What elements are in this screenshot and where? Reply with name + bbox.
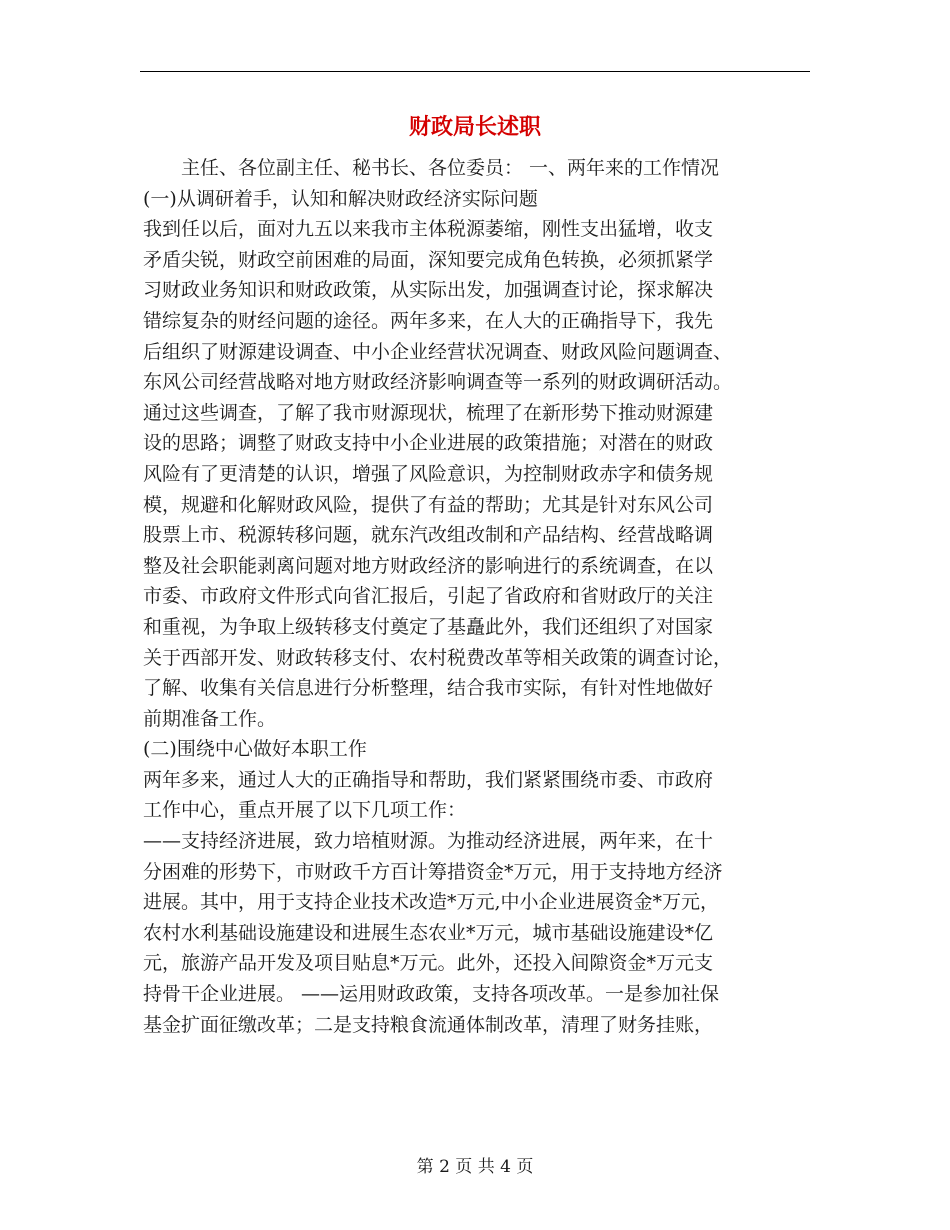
body-line-6: 错综复杂的财经问题的途径。两年多来，在人大的正确指导下，我先 [143,309,714,332]
body-line-14: 整及社会职能剥离问题对地方财政经济的影响进行的系统调查，在以 [143,554,714,577]
body-line-22: 工作中心，重点开展了以下几项工作： [143,799,467,822]
body-line-5: 习财政业务知识和财政政策，从实际出发，加强调查讨论，探求解决 [143,279,714,302]
document-title: 财政局长述职 [408,114,541,140]
body-line-17: 关于西部开发、财政转移支付、农村税费改革等相关政策的调查讨论， [143,646,733,669]
body-line-11: 风险有了更清楚的认识，增强了风险意识，为控制财政赤字和债务规 [143,462,714,485]
header-rule [140,71,810,72]
body-line-4: 矛盾尖锐，财政空前困难的局面，深知要完成角色转换，必须抓紧学 [143,248,714,271]
body-line-18: 了解、收集有关信息进行分析整理，结合我市实际，有针对性地做好 [143,677,714,700]
body-line-23: ——支持经济进展，致力培植财源。为推动经济进展，两年来，在十 [143,830,714,853]
body-line-10: 设的思路；调整了财政支持中小企业进展的政策措施；对潜在的财政 [143,432,714,455]
body-line-27: 元，旅游产品开发及项目贴息*万元。此外，还投入间隙资金*万元支 [143,952,714,975]
page-number: 第 2 页 共 4 页 [416,1157,534,1177]
body-line-19: 前期准备工作。 [143,707,277,730]
body-line-15: 市委、市政府文件形式向省汇报后，引起了省政府和省财政厅的关注 [143,585,714,608]
body-line-16: 和重视，为争取上级转移支付奠定了基矗此外，我们还组织了对国家 [143,615,714,638]
body-line-13: 股票上市、税源转移问题，就东汽改组改制和产品结构、经营战略调 [143,524,714,547]
document-body [143,153,813,1040]
body-line-7: 后组织了财源建设调查、中小企业经营状况调查、财政风险问题调查、 [143,340,733,363]
body-line-21: 两年多来，通过人大的正确指导和帮助，我们紧紧围绕市委、市政府 [143,768,714,791]
body-line-25: 进展。其中，用于支持企业技术改造*万元,中小企业进展资金*万元， [143,891,720,914]
body-line-3: 我到任以后，面对九五以来我市主体税源萎缩，刚性支出猛增，收支 [143,218,714,241]
body-line-20: (二)围绕中心做好本职工作 [143,738,367,761]
body-line-12: 模，规避和化解财政风险，提供了有益的帮助；尤其是针对东风公司 [143,493,714,516]
body-line-2: (一)从调研着手，认知和解决财政经济实际问题 [143,187,538,210]
body-line-24: 分困难的形势下，市财政千方百计筹措资金*万元，用于支持地方经济 [143,860,723,883]
body-line-8: 东风公司经营战略对地方财政经济影响调查等一系列的财政调研活动。 [143,371,733,394]
body-line-29: 基金扩面征缴改革；二是支持粮食流通体制改革，清理了财务挂账， [143,1013,714,1036]
body-line-28: 持骨干企业进展。 ——运用财政政策，支持各项改革。一是参加社保 [143,983,720,1006]
body-line-1: 主任、各位副主任、秘书长、各位委员： 一、两年来的工作情况 [181,157,720,179]
body-line-9: 通过这些调查，了解了我市财源现状，梳理了在新形势下推动财源建 [143,401,714,424]
body-line-26: 农村水利基础设施建设和进展生态农业*万元，城市基础设施建设*亿 [143,921,714,944]
page-footer [0,1155,950,1179]
